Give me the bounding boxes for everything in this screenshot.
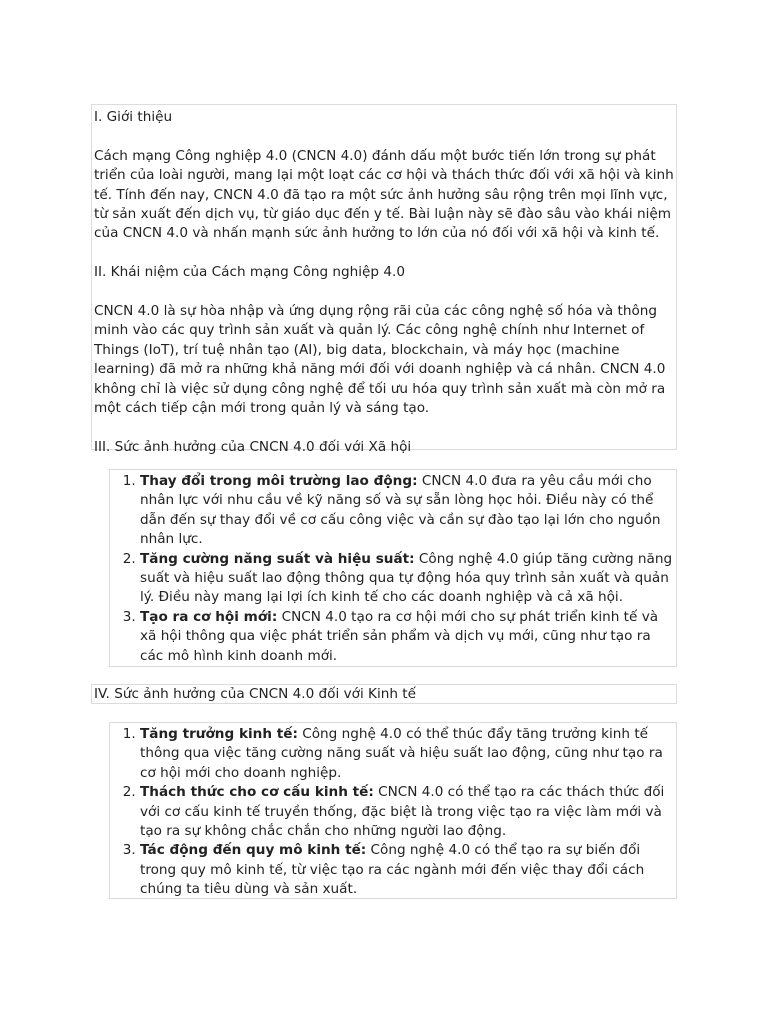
list-item (140, 783, 676, 841)
item-text: Công nghệ 4.0 có thể tạo ra sự biến đổi trong quy mô kinh tế, từ việc tạo ra các ngành mới đến việc thay đổi cách chúng ta tiêu dùng và sản xuất. (140, 842, 645, 898)
economy-impact-list-box (109, 722, 677, 899)
intro-section (91, 104, 677, 455)
item-text: CNCN 4.0 có thể tạo ra các thách thức đối với cơ cấu kinh tế truyền thống, đặc biệt là trong việc tạo ra việc làm mới và tạo ra sự không chắc chắn cho những người lao động. (140, 784, 665, 840)
list-item (140, 550, 676, 608)
item-title: Tăng trưởng kinh tế: (140, 726, 298, 742)
item-title: Tác động đến quy mô kinh tế: (140, 842, 367, 859)
list-item (140, 608, 676, 666)
economy-heading-box (91, 684, 677, 704)
paragraph-concept: CNCN 4.0 là sự hòa nhập và ứng dụng rộng rãi của các công nghệ số hóa và thông minh vào các quy trình sản xuất và quản lý. Các công nghệ chính như Internet of Things (IoT), trí tuệ nhân tạo (AI), big data, blockchain, và máy học (machine learning) đã mở ra những khả năng mới đối với doanh nghiệp và cá nhân. CNCN 4.0 không chỉ là việc sử dụng công nghệ để tối ưu hóa quy trình sản xuất mà còn mở ra một cách tiếp cận mới trong quản lý và sáng tạo. (94, 303, 666, 417)
item-title: Thách thức cho cơ cấu kinh tế: (140, 784, 374, 801)
paragraph-introduction: Cách mạng Công nghiệp 4.0 (CNCN 4.0) đánh dấu một bước tiến lớn trong sự phát triển của loài người, mang lại một loạt các cơ hội và thách thức đối với xã hội và kinh tế. Tính đến nay, CNCN 4.0 đã tạo ra một sức ảnh hưởng sâu rộng trên mọi lĩnh vực, từ sản xuất đến dịch vụ, từ giáo dục đến y tế. Bài luận này sẽ đào sâu vào khái niệm của CNCN 4.0 và nhấn mạnh sức ảnh hưởng to lớn của nó đối với xã hội và kinh tế. (94, 147, 674, 242)
item-text: CNCN 4.0 tạo ra cơ hội mới cho sự phát triển kinh tế và xã hội thông qua việc phát triển sản phẩm và dịch vụ mới, cũng như tạo ra các mô hình kinh doanh mới. (140, 608, 659, 664)
economy-impact-list (110, 725, 676, 900)
item-title: Thay đổi trong môi trường lao động: (140, 473, 418, 489)
item-title: Tạo ra cơ hội mới: (140, 608, 278, 625)
item-text: CNCN 4.0 đưa ra yêu cầu mới cho nhân lực với nhu cầu về kỹ năng số và sự sẵn lòng học hỏi. Điều này có thể dẫn đến sự thay đổi về cơ cấu công việc và cần sự đào tạo lại lớn cho nguồn nhân lực. (140, 473, 661, 548)
heading-introduction: I. Giới thiệu (94, 109, 173, 125)
item-text: Công nghệ 4.0 giúp tăng cường năng suất và hiệu suất lao động thông qua tự động hóa quy trình sản xuất và quản lý. Điều này mang lại lợi ích kinh tế cho các doanh nghiệp và cả xã hội. (140, 550, 673, 606)
list-item (140, 725, 676, 783)
heading-economy-impact: IV. Sức ảnh hưởng của CNCN 4.0 đối với Kinh tế (94, 686, 416, 702)
item-text: Công nghệ 4.0 có thể thúc đẩy tăng trưởng kinh tế thông qua việc tăng cường năng suất và hiệu suất lao động, cũng như tạo ra cơ hội mới cho doanh nghiệp. (140, 726, 663, 781)
heading-concept: II. Khái niệm của Cách mạng Công nghiệp 4.0 (94, 264, 405, 281)
item-title: Tăng cường năng suất và hiệu suất: (140, 550, 415, 567)
list-item (140, 841, 676, 899)
society-impact-list-box (109, 469, 677, 667)
society-impact-list (110, 472, 676, 666)
heading-society-impact: III. Sức ảnh hưởng của CNCN 4.0 đối với Xã hội (94, 438, 412, 455)
list-item (140, 472, 676, 550)
